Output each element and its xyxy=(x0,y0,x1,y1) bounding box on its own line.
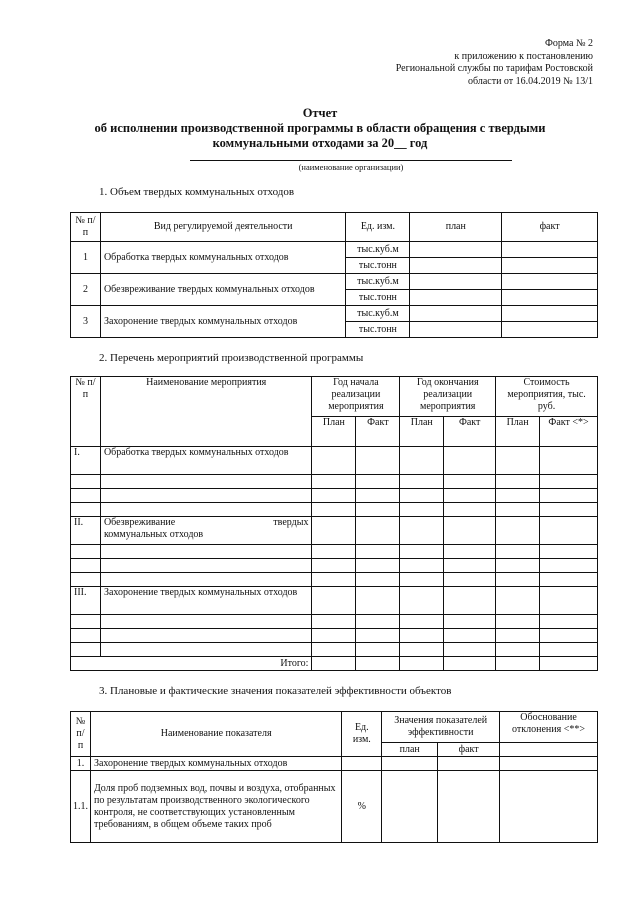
cell[interactable] xyxy=(71,489,101,503)
cell[interactable] xyxy=(540,503,598,517)
cell[interactable] xyxy=(71,573,101,587)
cell[interactable] xyxy=(356,475,400,489)
cell[interactable] xyxy=(312,559,356,573)
plan-cell[interactable] xyxy=(410,290,502,306)
cell[interactable] xyxy=(496,657,540,671)
cell[interactable] xyxy=(100,573,312,587)
plan-cell[interactable] xyxy=(410,274,502,290)
cell[interactable] xyxy=(100,629,312,643)
cell[interactable] xyxy=(444,475,496,489)
cell[interactable] xyxy=(356,559,400,573)
cell[interactable] xyxy=(356,447,400,475)
row-unit xyxy=(342,757,382,771)
col-num: № п/п xyxy=(71,377,101,447)
col-unit: Ед. изм. xyxy=(342,712,382,757)
cell[interactable] xyxy=(356,587,400,615)
cell[interactable] xyxy=(540,447,598,475)
organization-caption: (наименование организации) xyxy=(298,162,404,172)
col-plan: План xyxy=(400,417,444,447)
cell[interactable] xyxy=(500,771,598,843)
cell[interactable] xyxy=(100,489,312,503)
cell[interactable] xyxy=(444,545,496,559)
cell[interactable] xyxy=(540,489,598,503)
table-header-row xyxy=(71,377,598,417)
table-row xyxy=(71,447,598,475)
group-name: Захоронение твердых коммунальных отходов xyxy=(100,587,312,615)
fact-cell[interactable] xyxy=(502,306,598,322)
cell[interactable] xyxy=(71,475,101,489)
cell[interactable] xyxy=(400,489,444,503)
fact-cell[interactable] xyxy=(502,258,598,274)
table-row xyxy=(71,629,598,643)
cell[interactable] xyxy=(400,559,444,573)
table-row xyxy=(71,559,598,573)
group-num: II. xyxy=(71,517,101,545)
row-num: 1 xyxy=(71,242,101,274)
cell[interactable] xyxy=(100,559,312,573)
cell[interactable] xyxy=(356,643,400,657)
cell[interactable] xyxy=(444,587,496,615)
cell[interactable] xyxy=(312,573,356,587)
col-fact: Факт xyxy=(356,417,400,447)
cell[interactable] xyxy=(312,489,356,503)
cell[interactable] xyxy=(312,643,356,657)
row-unit: тыс.куб.м xyxy=(346,306,410,322)
cell[interactable] xyxy=(496,615,540,629)
cell[interactable] xyxy=(71,629,101,643)
organization-name-line xyxy=(190,160,512,161)
table-row xyxy=(71,615,598,629)
row-unit: % xyxy=(342,771,382,843)
col-cost: Стоимость мероприятия, тыс. руб. xyxy=(496,377,598,417)
cell[interactable] xyxy=(100,475,312,489)
cell[interactable] xyxy=(312,517,356,545)
group-num: I. xyxy=(71,447,101,475)
col-end-year: Год окончания реализации мероприятия xyxy=(400,377,496,417)
cell[interactable] xyxy=(400,657,444,671)
table-row xyxy=(71,643,598,657)
cell[interactable] xyxy=(496,629,540,643)
table-row xyxy=(71,771,598,843)
col-fact-note: Факт <*> xyxy=(540,417,598,447)
cell[interactable] xyxy=(444,657,496,671)
group-name-part: твердых xyxy=(273,517,309,528)
title-line-2: об исполнении производственной программы в области обращения с твердыми xyxy=(94,121,546,135)
group-name: Обработка твердых коммунальных отходов xyxy=(100,447,312,475)
header-line-1: к приложению к постановлению xyxy=(454,50,593,62)
cell[interactable] xyxy=(540,573,598,587)
cell[interactable] xyxy=(356,615,400,629)
measures-table xyxy=(70,376,598,671)
cell[interactable] xyxy=(500,757,598,771)
row-activity: Обработка твердых коммунальных отходов xyxy=(100,242,345,274)
col-plan: План xyxy=(312,417,356,447)
cell[interactable] xyxy=(71,615,101,629)
table-row xyxy=(71,573,598,587)
cell[interactable] xyxy=(540,629,598,643)
cell[interactable] xyxy=(496,643,540,657)
cell[interactable] xyxy=(382,771,438,843)
cell[interactable] xyxy=(356,573,400,587)
table-row xyxy=(71,503,598,517)
cell[interactable] xyxy=(540,559,598,573)
cell[interactable] xyxy=(356,629,400,643)
cell[interactable] xyxy=(100,503,312,517)
row-indicator-name: Доля проб подземных вод, почвы и воздуха, отобранных по результатам производственного экологического контроля, не соответствующих установленным требованиям, в общем объеме таких проб xyxy=(90,771,341,843)
group-name-part: Обезвреживание xyxy=(103,517,176,528)
volume-table xyxy=(70,212,598,338)
table-row xyxy=(71,517,598,545)
cell[interactable] xyxy=(540,517,598,545)
section-1-heading: 1. Объем твердых коммунальных отходов xyxy=(99,186,295,198)
total-label: Итого: xyxy=(71,657,312,671)
cell[interactable] xyxy=(444,643,496,657)
col-fact: факт xyxy=(502,213,598,242)
cell[interactable] xyxy=(496,475,540,489)
cell[interactable] xyxy=(382,757,438,771)
cell[interactable] xyxy=(312,475,356,489)
cell[interactable] xyxy=(496,503,540,517)
col-plan: план xyxy=(382,743,438,757)
row-num: 1.1. xyxy=(71,771,91,843)
cell[interactable] xyxy=(496,587,540,615)
cell[interactable] xyxy=(444,573,496,587)
title-line-3: коммунальными отходами за 20__ год xyxy=(212,136,428,150)
cell[interactable] xyxy=(540,657,598,671)
cell[interactable] xyxy=(356,489,400,503)
table-row xyxy=(71,489,598,503)
row-indicator-name: Захоронение твердых коммунальных отходов xyxy=(90,757,341,771)
col-values: Значения показателей эффективности xyxy=(382,712,500,743)
table-row xyxy=(71,545,598,559)
row-num: 2 xyxy=(71,274,101,306)
cell[interactable] xyxy=(100,615,312,629)
cell[interactable] xyxy=(400,587,444,615)
cell[interactable] xyxy=(71,503,101,517)
col-indicator-name: Наименование показателя xyxy=(90,712,341,757)
cell[interactable] xyxy=(496,447,540,475)
cell[interactable] xyxy=(356,503,400,517)
cell[interactable] xyxy=(496,559,540,573)
cell[interactable] xyxy=(312,503,356,517)
table-row xyxy=(71,475,598,489)
cell[interactable] xyxy=(356,517,400,545)
row-num: 3 xyxy=(71,306,101,338)
cell[interactable] xyxy=(100,643,312,657)
cell[interactable] xyxy=(438,771,500,843)
cell[interactable] xyxy=(540,545,598,559)
col-plan: план xyxy=(410,213,502,242)
plan-cell[interactable] xyxy=(410,242,502,258)
fact-cell[interactable] xyxy=(502,274,598,290)
cell[interactable] xyxy=(400,475,444,489)
col-activity: Вид регулируемой деятельности xyxy=(100,213,345,242)
cell[interactable] xyxy=(71,643,101,657)
group-num: III. xyxy=(71,587,101,615)
cell[interactable] xyxy=(356,657,400,671)
col-fact: факт xyxy=(438,743,500,757)
row-unit: тыс.тонн xyxy=(346,258,410,274)
cell[interactable] xyxy=(444,489,496,503)
row-unit: тыс.тонн xyxy=(346,322,410,338)
row-num: 1. xyxy=(71,757,91,771)
cell xyxy=(500,743,598,757)
cell[interactable] xyxy=(400,643,444,657)
group-name xyxy=(100,517,312,545)
cell[interactable] xyxy=(356,545,400,559)
cell[interactable] xyxy=(400,503,444,517)
fact-cell[interactable] xyxy=(502,322,598,338)
table-row xyxy=(71,587,598,615)
cell[interactable] xyxy=(540,475,598,489)
fact-cell[interactable] xyxy=(502,242,598,258)
row-activity: Обезвреживание твердых коммунальных отходов xyxy=(100,274,345,306)
group-name-part: коммунальных отходов xyxy=(103,529,204,540)
row-unit: тыс.куб.м xyxy=(346,242,410,258)
cell[interactable] xyxy=(496,573,540,587)
cell[interactable] xyxy=(540,643,598,657)
cell[interactable] xyxy=(71,559,101,573)
cell[interactable] xyxy=(312,615,356,629)
fact-cell[interactable] xyxy=(502,290,598,306)
plan-cell[interactable] xyxy=(410,258,502,274)
table-row xyxy=(71,757,598,771)
cell[interactable] xyxy=(444,503,496,517)
col-measure-name: Наименование мероприятия xyxy=(100,377,312,447)
col-start-year: Год начала реализации мероприятия xyxy=(312,377,400,417)
cell[interactable] xyxy=(444,559,496,573)
section-2-heading: 2. Перечень мероприятий производственной программы xyxy=(99,352,364,364)
col-plan: План xyxy=(496,417,540,447)
cell[interactable] xyxy=(400,545,444,559)
cell[interactable] xyxy=(496,545,540,559)
row-unit: тыс.куб.м xyxy=(346,274,410,290)
cell[interactable] xyxy=(496,517,540,545)
cell[interactable] xyxy=(400,573,444,587)
plan-cell[interactable] xyxy=(410,322,502,338)
cell[interactable] xyxy=(438,757,500,771)
cell[interactable] xyxy=(71,545,101,559)
cell[interactable] xyxy=(312,629,356,643)
col-num: № п/п xyxy=(71,712,91,757)
col-reason: Обоснование отклонения <**> xyxy=(500,712,598,743)
cell[interactable] xyxy=(312,545,356,559)
total-row xyxy=(71,657,598,671)
efficiency-table xyxy=(70,711,598,843)
plan-cell[interactable] xyxy=(410,306,502,322)
cell[interactable] xyxy=(400,629,444,643)
col-fact: Факт xyxy=(444,417,496,447)
row-activity: Захоронение твердых коммунальных отходов xyxy=(100,306,345,338)
table-row xyxy=(71,242,598,258)
form-header xyxy=(396,38,593,88)
row-unit: тыс.тонн xyxy=(346,290,410,306)
cell[interactable] xyxy=(496,489,540,503)
cell[interactable] xyxy=(540,615,598,629)
cell[interactable] xyxy=(540,587,598,615)
section-3-heading: 3. Плановые и фактические значения показателей эффективности объектов xyxy=(99,685,452,697)
cell[interactable] xyxy=(400,615,444,629)
col-unit: Ед. изм. xyxy=(346,213,410,242)
cell[interactable] xyxy=(400,447,444,475)
form-number: Форма № 2 xyxy=(545,38,593,49)
cell[interactable] xyxy=(100,545,312,559)
header-line-3: области от 16.04.2019 № 13/1 xyxy=(468,75,593,87)
cell[interactable] xyxy=(400,517,444,545)
table-header-row xyxy=(71,213,598,242)
col-num: № п/п xyxy=(71,213,101,242)
header-line-2: Региональной службы по тарифам Ростовской xyxy=(395,63,593,74)
cell[interactable] xyxy=(312,657,356,671)
table-header-row xyxy=(71,712,598,743)
cell[interactable] xyxy=(444,629,496,643)
cell[interactable] xyxy=(312,587,356,615)
cell[interactable] xyxy=(444,447,496,475)
cell[interactable] xyxy=(444,615,496,629)
title-report: Отчет xyxy=(302,106,338,120)
cell[interactable] xyxy=(312,447,356,475)
table-row xyxy=(71,306,598,322)
cell[interactable] xyxy=(444,517,496,545)
table-row xyxy=(71,274,598,290)
